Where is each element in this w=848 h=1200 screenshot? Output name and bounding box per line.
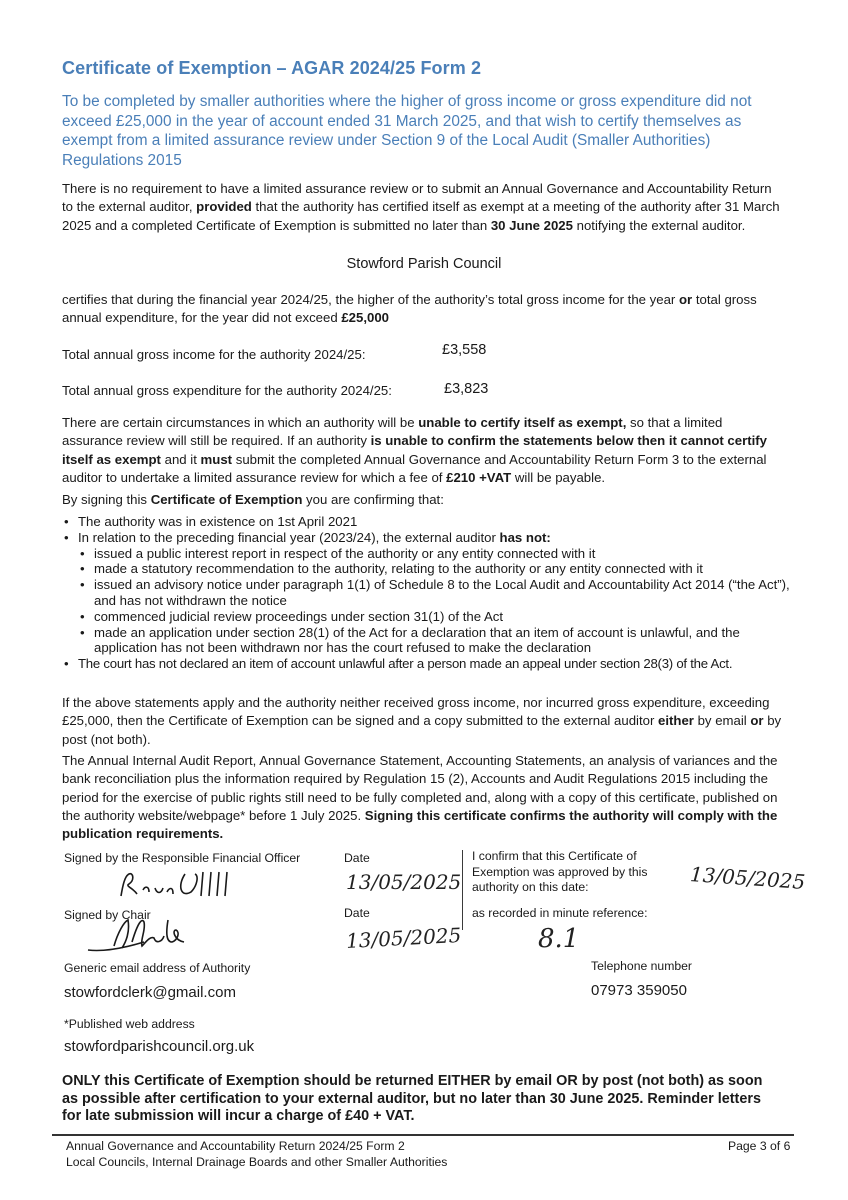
certifies-bold-1: or (679, 292, 693, 307)
list-item (62, 530, 798, 656)
publication-text: The Annual Internal Audit Report, Annual Governance Statement, Accounting Statements, an analysis of variances and the bank reconciliation plus the information required by Regulation 15 (2), Accounts and Audit Regulations 2015 including the period for the exercise of public rights still need to be fully completed and, along with a copy of this certificate, published on the authority website/webpage* before 1 July 2025. (62, 753, 778, 823)
signing-text-2: you are confirming that: (302, 492, 444, 507)
list-item (62, 656, 798, 672)
authority-phone: 07973 359050 (591, 982, 687, 999)
circ-bold-2: is unable to confirm the statements below then it cannot certify itself as exempt (62, 433, 768, 467)
circ-text-2: so that a limited assurance review will still be required. If an authority (62, 415, 723, 449)
list-item (78, 577, 798, 609)
confirmation-list (62, 514, 798, 672)
chair-signature (84, 912, 224, 963)
list-item (78, 625, 798, 657)
authority-email: stowfordclerk@gmail.com (64, 984, 236, 1001)
publication-bold: Signing this certificate confirms the authority will comply with the publication requirements. (62, 807, 778, 842)
bullet-bold: has not: (499, 529, 551, 545)
bullet-text: The court has not declared an item of account unlawful after a person made an appeal under section 28(3) of the Act. (78, 656, 733, 672)
bullet-text: made an application under section 28(1) of the Act for a declaration that an item of account is unlawful, and the application has not been withdrawn nor has the court refused to make the declaration (94, 624, 740, 656)
if-bold-2: or (750, 713, 764, 729)
sub-list (78, 546, 798, 657)
list-item (62, 514, 798, 530)
date-label-1: Date (344, 851, 370, 865)
council-name: Stowford Parish Council (346, 256, 502, 272)
intro-text-1: There is no requirement to have a limited assurance review or to submit an Annual Governance and Accountability Return to the external auditor, (62, 181, 772, 215)
rfo-signature-mark (115, 866, 245, 906)
intro-text-2: that the authority has certified itself as exempt at a meeting of the authority after 31 March 2025 and a completed Certificate of Exemption is submitted no later than (62, 199, 780, 233)
if-text-2: by email (693, 713, 751, 729)
circ-bold-4: £210 +VAT (446, 469, 512, 485)
signing-intro (62, 491, 782, 509)
minute-ref: 8.1 (538, 924, 580, 954)
list-item (78, 546, 798, 562)
page-title: Certificate of Exemption – AGAR 2024/25 Form 2 (62, 58, 482, 78)
minute-ref-label: as recorded in minute reference: (472, 906, 648, 920)
circ-bold-3: must (200, 451, 233, 467)
page-number: Page 3 of 6 (728, 1139, 791, 1153)
certifies-bold-2: £25,000 (341, 310, 389, 326)
bullet-text: commenced judicial review proceedings under section 31(1) of the Act (94, 608, 504, 624)
if-above-paragraph (62, 694, 782, 749)
chair-signature-label: Signed by Chair (64, 908, 151, 922)
if-text-3: by post (not both). (62, 713, 782, 747)
phone-label: Telephone number (591, 959, 692, 973)
income-label: Total annual gross income for the authority 2024/25: (62, 347, 366, 362)
bullet-text: The authority was in existence on 1st April 2021 (78, 514, 358, 529)
footer-title (66, 1139, 447, 1170)
rfo-signature-label: Signed by the Responsible Financial Officer (64, 851, 301, 865)
rfo-signature (115, 866, 245, 911)
signature-divider (462, 850, 463, 930)
web-label: *Published web address (64, 1017, 195, 1031)
circ-text-5: will be payable. (511, 469, 606, 485)
intro-paragraph (62, 180, 782, 235)
certifies-paragraph (62, 291, 782, 328)
if-text-1: If the above statements apply and the authority neither received gross income, nor incurred gross expenditure, exceeding £25,000, then the Certificate of Exemption can be signed and a copy submitted to the external auditor (62, 695, 770, 729)
circ-bold-1: unable to certify itself as exempt, (418, 415, 627, 430)
chair-signature-mark (84, 912, 224, 958)
chair-date: 13/05/2025 (345, 922, 462, 954)
return-instructions: ONLY this Certificate of Exemption should be returned EITHER by email OR by post (not both) as soon as possible after certification to your external auditor, but no later than 30 June 2025. Reminder letters for late submission will incur a charge of £40 + VAT. (62, 1073, 763, 1124)
authority-website: stowfordparishcouncil.org.uk (64, 1038, 255, 1055)
email-label: Generic email address of Authority (64, 961, 251, 975)
approval-confirm-label: I confirm that this Certificate of Exemption was approved by this authority on this date: (472, 849, 648, 894)
intro-bold-2: 30 June 2025 (490, 217, 573, 233)
footer-divider (52, 1134, 794, 1136)
certifies-text-2: total gross annual expenditure, for the year did not exceed (62, 292, 757, 326)
date-label-2: Date (344, 906, 370, 920)
signing-text-1: By signing this (62, 492, 151, 507)
expenditure-label: Total annual gross expenditure for the authority 2024/25: (62, 383, 392, 398)
bullet-text: issued an advisory notice under paragraph 1(1) of Schedule 8 to the Local Audit and Accountability Act 2014 (“the Act”), and has not withdrawn the notice (94, 577, 790, 608)
circ-text-1: There are certain circumstances in which an authority will be (62, 415, 419, 430)
circ-text-4: submit the completed Annual Governance and Accountability Return Form 3 to the external auditor to undertake a limited assurance review for which a fee of (62, 451, 767, 485)
footer-line-2: Local Councils, Internal Drainage Boards and other Smaller Authorities (66, 1154, 448, 1169)
list-item (78, 561, 798, 577)
intro-text-3: notifying the external auditor. (572, 217, 746, 233)
rfo-date: 13/05/2025 (346, 870, 462, 894)
bullet-text: In relation to the preceding financial year (2023/24), the external auditor (78, 529, 500, 545)
expenditure-value: £3,823 (444, 381, 489, 397)
publication-paragraph (62, 752, 782, 843)
circ-text-3: and it (160, 451, 201, 467)
bullet-text: made a statutory recommendation to the authority, relating to the authority or any entity connected with it (94, 561, 703, 577)
certifies-text-1: certifies that during the financial year 2024/25, the higher of the authority’s total gross income for the year (62, 292, 679, 307)
intro-bold-1: provided (196, 199, 252, 215)
income-value: £3,558 (442, 342, 487, 358)
bullet-text: issued a public interest report in respect of the authority or any entity connected with it (94, 545, 596, 561)
approval-date: 13/05/2025 (689, 862, 806, 894)
if-bold-1: either (658, 713, 694, 729)
signing-bold-1: Certificate of Exemption (150, 492, 303, 507)
footer-line-1: Annual Governance and Accountability Return 2024/25 Form 2 (66, 1139, 405, 1153)
list-item (78, 609, 798, 625)
page-subtitle: To be completed by smaller authorities where the higher of gross income or gross expenditure did not exceed £25,000 in the year of account ended 31 March 2025, and that wish to certify themselves as exempt from a limited assurance review under Section 9 of the Local Audit (Smaller Authorities) Regulations 2015 (62, 93, 752, 169)
circumstances-paragraph (62, 414, 782, 487)
